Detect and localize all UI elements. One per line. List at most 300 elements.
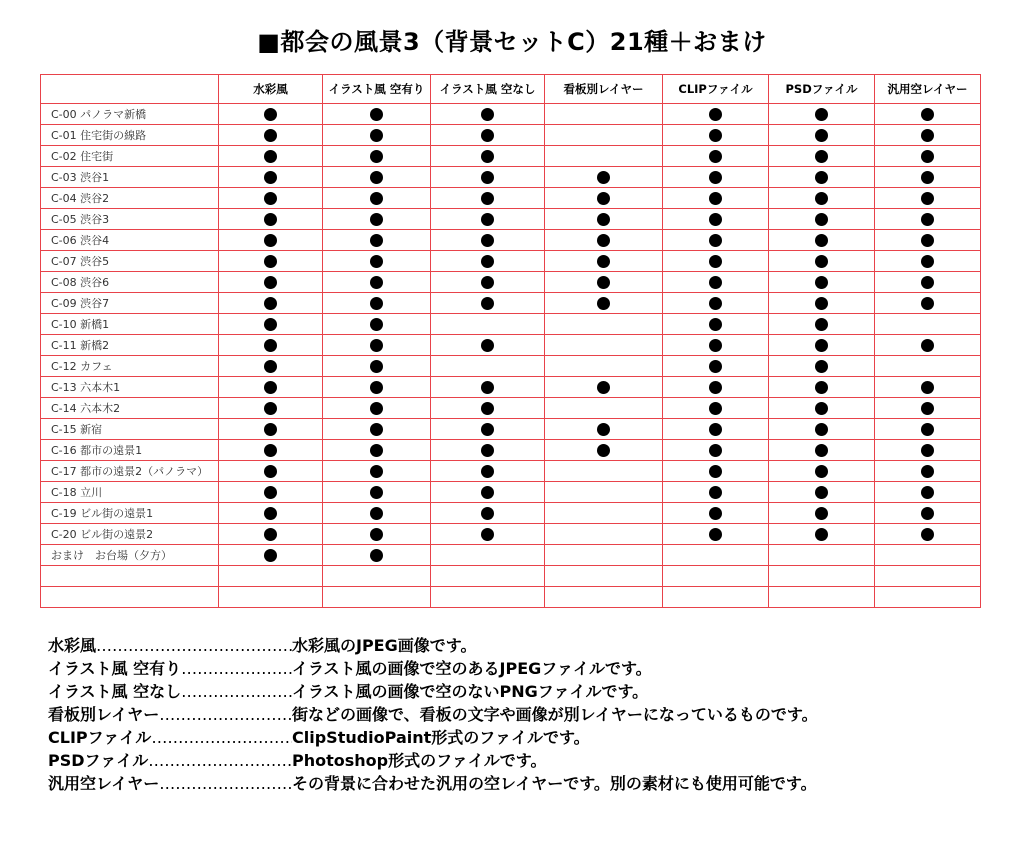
table-cell <box>545 545 663 566</box>
table-cell <box>323 230 431 251</box>
included-dot-icon <box>815 528 828 541</box>
included-dot-icon <box>921 213 934 226</box>
table-cell <box>875 251 981 272</box>
table-cell <box>769 125 875 146</box>
table-cell <box>431 188 545 209</box>
table-row <box>41 356 981 377</box>
table-cell <box>545 377 663 398</box>
legend-description: Photoshop形式のファイルです。 <box>292 751 547 770</box>
included-dot-icon <box>921 255 934 268</box>
table-cell <box>875 125 981 146</box>
column-header: 汎用空レイヤー <box>875 75 981 104</box>
included-dot-icon <box>481 465 494 478</box>
table-cell <box>875 335 981 356</box>
included-dot-icon <box>264 423 277 436</box>
legend-item <box>48 634 978 657</box>
included-dot-icon <box>481 192 494 205</box>
included-dot-icon <box>597 423 610 436</box>
row-name: C-09 渋谷7 <box>41 293 219 314</box>
table-cell <box>663 314 769 335</box>
table-cell <box>663 482 769 503</box>
included-dot-icon <box>597 444 610 457</box>
table-cell <box>323 335 431 356</box>
included-dot-icon <box>709 444 722 457</box>
table-cell <box>431 461 545 482</box>
table-row <box>41 545 981 566</box>
legend-term-text: CLIPファイル <box>48 728 152 747</box>
column-header: PSDファイル <box>769 75 875 104</box>
table-cell <box>323 125 431 146</box>
legend-term <box>48 772 292 795</box>
table-cell <box>219 398 323 419</box>
row-name: C-05 渋谷3 <box>41 209 219 230</box>
table-cell <box>769 503 875 524</box>
included-dot-icon <box>709 192 722 205</box>
table-cell <box>219 587 323 608</box>
included-dot-icon <box>709 108 722 121</box>
included-dot-icon <box>815 150 828 163</box>
included-dot-icon <box>709 129 722 142</box>
table-cell <box>219 146 323 167</box>
table-cell <box>875 461 981 482</box>
included-dot-icon <box>709 213 722 226</box>
included-dot-icon <box>264 402 277 415</box>
table-cell <box>545 503 663 524</box>
table-cell <box>219 524 323 545</box>
table-cell <box>219 209 323 230</box>
table-cell <box>545 440 663 461</box>
table-cell <box>663 146 769 167</box>
table-cell <box>431 104 545 125</box>
included-dot-icon <box>815 108 828 121</box>
row-name: C-04 渋谷2 <box>41 188 219 209</box>
included-dot-icon <box>370 213 383 226</box>
row-name: C-13 六本木1 <box>41 377 219 398</box>
table-cell <box>875 314 981 335</box>
included-dot-icon <box>264 276 277 289</box>
included-dot-icon <box>709 423 722 436</box>
table-cell <box>323 440 431 461</box>
table-cell <box>663 230 769 251</box>
column-header: CLIPファイル <box>663 75 769 104</box>
included-dot-icon <box>815 465 828 478</box>
legend-term <box>48 703 292 726</box>
table-cell <box>323 356 431 377</box>
table-row <box>41 188 981 209</box>
table-cell <box>323 188 431 209</box>
table-cell <box>663 419 769 440</box>
included-dot-icon <box>370 402 383 415</box>
table-cell <box>769 440 875 461</box>
legend-term-text: 水彩風 <box>48 636 97 655</box>
table-cell <box>431 146 545 167</box>
included-dot-icon <box>815 486 828 499</box>
table-cell <box>663 356 769 377</box>
included-dot-icon <box>264 150 277 163</box>
table-cell <box>769 146 875 167</box>
table-cell <box>663 566 769 587</box>
header-corner <box>41 75 219 104</box>
included-dot-icon <box>481 528 494 541</box>
table-cell <box>323 293 431 314</box>
included-dot-icon <box>921 192 934 205</box>
included-dot-icon <box>597 276 610 289</box>
included-dot-icon <box>709 318 722 331</box>
included-dot-icon <box>481 213 494 226</box>
included-dot-icon <box>481 129 494 142</box>
legend-item <box>48 749 978 772</box>
table-cell <box>545 482 663 503</box>
legend-item <box>48 772 978 795</box>
table-cell <box>323 566 431 587</box>
row-name: C-02 住宅街 <box>41 146 219 167</box>
included-dot-icon <box>264 465 277 478</box>
table-cell <box>545 230 663 251</box>
table-row <box>41 209 981 230</box>
table-cell <box>323 377 431 398</box>
included-dot-icon <box>921 444 934 457</box>
table-row <box>41 272 981 293</box>
legend-term <box>48 726 292 749</box>
included-dot-icon <box>815 213 828 226</box>
row-name: C-16 都市の遠景1 <box>41 440 219 461</box>
included-dot-icon <box>370 381 383 394</box>
table-cell <box>431 524 545 545</box>
table-row <box>41 440 981 461</box>
table-cell <box>219 272 323 293</box>
table-cell <box>323 503 431 524</box>
table-cell <box>219 419 323 440</box>
included-dot-icon <box>815 255 828 268</box>
table-cell <box>431 356 545 377</box>
legend <box>48 634 978 795</box>
table-cell <box>323 398 431 419</box>
table-cell <box>545 356 663 377</box>
included-dot-icon <box>921 339 934 352</box>
table-cell <box>663 461 769 482</box>
table-cell <box>219 356 323 377</box>
included-dot-icon <box>264 507 277 520</box>
table-cell <box>875 587 981 608</box>
table-cell <box>219 251 323 272</box>
included-dot-icon <box>921 276 934 289</box>
legend-description: その背景に合わせた汎用の空レイヤーです。別の素材にも使用可能です。 <box>292 774 817 793</box>
included-dot-icon <box>264 381 277 394</box>
included-dot-icon <box>264 255 277 268</box>
table-body <box>41 104 981 608</box>
included-dot-icon <box>921 507 934 520</box>
table-cell <box>663 335 769 356</box>
table-cell <box>663 524 769 545</box>
included-dot-icon <box>709 234 722 247</box>
included-dot-icon <box>370 507 383 520</box>
included-dot-icon <box>481 276 494 289</box>
table-cell <box>219 167 323 188</box>
table-cell <box>219 188 323 209</box>
included-dot-icon <box>921 528 934 541</box>
table-row <box>41 335 981 356</box>
included-dot-icon <box>709 150 722 163</box>
table-cell <box>769 314 875 335</box>
table-cell <box>545 461 663 482</box>
legend-term-text: イラスト風 空有り <box>48 659 182 678</box>
included-dot-icon <box>709 402 722 415</box>
table-cell <box>663 398 769 419</box>
table-cell <box>769 104 875 125</box>
included-dot-icon <box>264 360 277 373</box>
table-cell <box>769 251 875 272</box>
table-cell <box>323 251 431 272</box>
legend-item <box>48 726 978 749</box>
legend-term-text: 汎用空レイヤー <box>48 774 160 793</box>
table-cell <box>769 335 875 356</box>
included-dot-icon <box>264 486 277 499</box>
table-cell <box>545 293 663 314</box>
table-cell <box>323 461 431 482</box>
included-dot-icon <box>815 402 828 415</box>
table-cell <box>663 209 769 230</box>
table-cell <box>875 524 981 545</box>
column-header: イラスト風 空有り <box>323 75 431 104</box>
table-cell <box>875 566 981 587</box>
included-dot-icon <box>597 234 610 247</box>
table-row <box>41 503 981 524</box>
included-dot-icon <box>370 276 383 289</box>
included-dot-icon <box>370 234 383 247</box>
table-cell <box>219 230 323 251</box>
row-name: C-19 ビル街の遠景1 <box>41 503 219 524</box>
table-cell <box>769 566 875 587</box>
column-header: 水彩風 <box>219 75 323 104</box>
included-dot-icon <box>709 486 722 499</box>
table-cell <box>663 377 769 398</box>
included-dot-icon <box>481 150 494 163</box>
table-cell <box>769 377 875 398</box>
row-name: C-20 ビル街の遠景2 <box>41 524 219 545</box>
feature-table <box>40 74 981 608</box>
included-dot-icon <box>815 423 828 436</box>
table-cell <box>545 146 663 167</box>
table-cell <box>875 167 981 188</box>
table-cell <box>431 398 545 419</box>
legend-term-text: 看板別レイヤー <box>48 705 160 724</box>
column-header: 看板別レイヤー <box>545 75 663 104</box>
table-cell <box>431 566 545 587</box>
table-cell <box>875 293 981 314</box>
table-cell <box>545 251 663 272</box>
table-cell <box>875 272 981 293</box>
table-row <box>41 461 981 482</box>
included-dot-icon <box>815 297 828 310</box>
table-cell <box>323 545 431 566</box>
table-cell <box>875 440 981 461</box>
table-row <box>41 251 981 272</box>
included-dot-icon <box>815 444 828 457</box>
legend-term <box>48 680 292 703</box>
included-dot-icon <box>370 150 383 163</box>
row-name <box>41 566 219 587</box>
included-dot-icon <box>921 465 934 478</box>
included-dot-icon <box>709 171 722 184</box>
included-dot-icon <box>481 171 494 184</box>
included-dot-icon <box>264 444 277 457</box>
table-cell <box>323 104 431 125</box>
table-row <box>41 419 981 440</box>
included-dot-icon <box>481 234 494 247</box>
included-dot-icon <box>597 297 610 310</box>
included-dot-icon <box>709 255 722 268</box>
column-header: イラスト風 空なし <box>431 75 545 104</box>
table-row <box>41 482 981 503</box>
included-dot-icon <box>921 234 934 247</box>
legend-item <box>48 703 978 726</box>
row-name: C-06 渋谷4 <box>41 230 219 251</box>
row-name <box>41 587 219 608</box>
included-dot-icon <box>481 297 494 310</box>
legend-term <box>48 657 292 680</box>
table-cell <box>219 566 323 587</box>
included-dot-icon <box>921 150 934 163</box>
legend-description: ClipStudioPaint形式のファイルです。 <box>292 728 590 747</box>
table-cell <box>875 503 981 524</box>
table-cell <box>769 398 875 419</box>
row-name: C-15 新宿 <box>41 419 219 440</box>
table-cell <box>769 230 875 251</box>
table-cell <box>545 419 663 440</box>
included-dot-icon <box>264 108 277 121</box>
table-cell <box>875 146 981 167</box>
included-dot-icon <box>597 192 610 205</box>
included-dot-icon <box>370 339 383 352</box>
table-cell <box>769 209 875 230</box>
table-cell <box>219 293 323 314</box>
table-cell <box>545 125 663 146</box>
table-cell <box>663 188 769 209</box>
table-cell <box>431 503 545 524</box>
included-dot-icon <box>264 318 277 331</box>
table-cell <box>431 377 545 398</box>
row-name: おまけ お台場（夕方） <box>41 545 219 566</box>
table-row <box>41 377 981 398</box>
included-dot-icon <box>370 192 383 205</box>
included-dot-icon <box>481 402 494 415</box>
row-name: C-08 渋谷6 <box>41 272 219 293</box>
table-cell <box>219 440 323 461</box>
table-cell <box>663 167 769 188</box>
table-cell <box>323 419 431 440</box>
included-dot-icon <box>481 486 494 499</box>
included-dot-icon <box>370 486 383 499</box>
included-dot-icon <box>709 465 722 478</box>
table-cell <box>323 146 431 167</box>
included-dot-icon <box>481 444 494 457</box>
table-cell <box>875 209 981 230</box>
table-cell <box>219 377 323 398</box>
table-cell <box>545 587 663 608</box>
table-cell <box>545 398 663 419</box>
included-dot-icon <box>815 360 828 373</box>
included-dot-icon <box>921 129 934 142</box>
included-dot-icon <box>370 465 383 478</box>
row-name: C-12 カフェ <box>41 356 219 377</box>
included-dot-icon <box>921 486 934 499</box>
table-cell <box>431 167 545 188</box>
included-dot-icon <box>921 423 934 436</box>
included-dot-icon <box>815 339 828 352</box>
row-name: C-11 新橋2 <box>41 335 219 356</box>
table-cell <box>875 419 981 440</box>
included-dot-icon <box>264 549 277 562</box>
table-cell <box>323 524 431 545</box>
table-row <box>41 398 981 419</box>
included-dot-icon <box>815 192 828 205</box>
row-name: C-03 渋谷1 <box>41 167 219 188</box>
table-cell <box>663 587 769 608</box>
page-title: ■都会の風景3（背景セットC）21種＋おまけ <box>257 28 767 56</box>
table-cell <box>663 251 769 272</box>
table-cell <box>769 587 875 608</box>
included-dot-icon <box>370 129 383 142</box>
included-dot-icon <box>370 318 383 331</box>
table-cell <box>663 503 769 524</box>
included-dot-icon <box>597 171 610 184</box>
included-dot-icon <box>815 129 828 142</box>
included-dot-icon <box>370 360 383 373</box>
included-dot-icon <box>921 108 934 121</box>
legend-term <box>48 634 292 657</box>
table-cell <box>219 314 323 335</box>
table-cell <box>323 587 431 608</box>
table-cell <box>769 167 875 188</box>
table-cell <box>323 272 431 293</box>
table-cell <box>545 209 663 230</box>
table-cell <box>769 461 875 482</box>
table-cell <box>875 188 981 209</box>
table-cell <box>663 293 769 314</box>
included-dot-icon <box>709 339 722 352</box>
included-dot-icon <box>921 402 934 415</box>
table-cell <box>323 314 431 335</box>
included-dot-icon <box>481 255 494 268</box>
table-row <box>41 146 981 167</box>
included-dot-icon <box>709 381 722 394</box>
row-name: C-10 新橋1 <box>41 314 219 335</box>
included-dot-icon <box>709 507 722 520</box>
table-cell <box>431 335 545 356</box>
included-dot-icon <box>264 171 277 184</box>
included-dot-icon <box>709 528 722 541</box>
table-cell <box>431 251 545 272</box>
included-dot-icon <box>370 108 383 121</box>
included-dot-icon <box>264 129 277 142</box>
table-cell <box>545 167 663 188</box>
included-dot-icon <box>921 171 934 184</box>
table-cell <box>663 104 769 125</box>
table-cell <box>663 272 769 293</box>
table-cell <box>219 482 323 503</box>
table-cell <box>875 230 981 251</box>
table-row <box>41 524 981 545</box>
included-dot-icon <box>815 171 828 184</box>
included-dot-icon <box>921 297 934 310</box>
table-cell <box>545 335 663 356</box>
table-cell <box>769 419 875 440</box>
included-dot-icon <box>264 528 277 541</box>
table-cell <box>219 104 323 125</box>
table-cell <box>431 209 545 230</box>
included-dot-icon <box>709 276 722 289</box>
legend-description: イラスト風の画像で空のあるJPEGファイルです。 <box>292 659 652 678</box>
